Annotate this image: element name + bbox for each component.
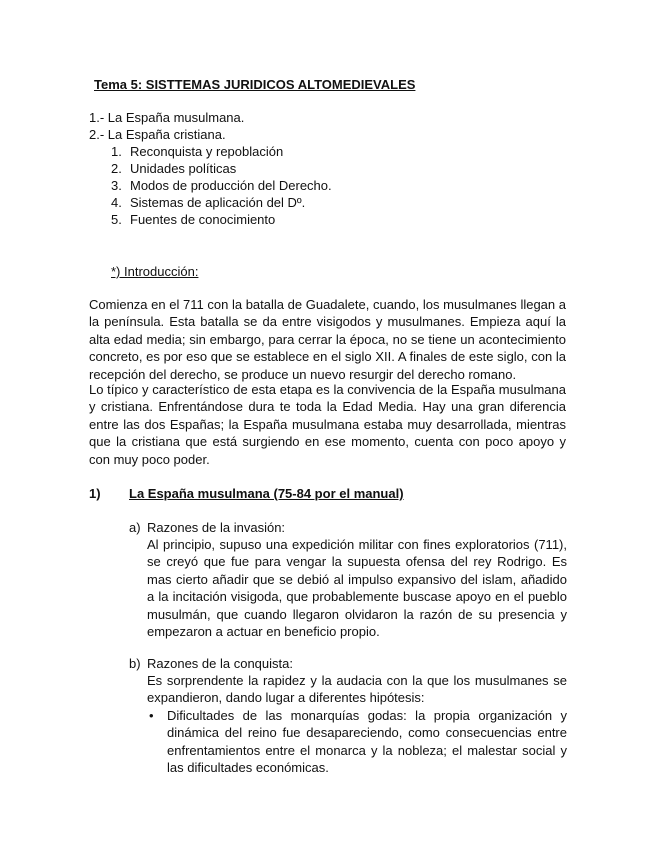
bullet-item-1: Dificultades de las monarquías godas: la propia organización y dinámica del reino fue desapareciendo, como consecuencias entre enfrentamientos entre el monarca y la nobleza; el malestar social y las dificultades económicas. — [167, 708, 567, 776]
subitem-label: Modos de producción del Derecho. — [130, 178, 332, 193]
subsection-b-label: b) — [129, 656, 141, 671]
outline-item-2 — [89, 126, 226, 143]
outline-item-label: La España cristiana. — [107, 127, 226, 142]
outline-item-number: 1.- — [89, 110, 105, 125]
document-title: Tema 5: SISTTEMAS JURIDICOS ALTOMEDIEVALES — [94, 77, 416, 92]
section-heading: La España musulmana (75-84 por el manual) — [129, 486, 404, 501]
outline-subitem-2 — [111, 160, 237, 177]
subitem-number: 3. — [111, 178, 122, 193]
outline-subitem-1 — [111, 143, 284, 160]
subsection-a-heading: Razones de la invasión: — [147, 520, 286, 535]
outline-item-number: 2.- — [89, 127, 105, 142]
subitem-label: Sistemas de aplicación del Dº. — [130, 195, 306, 210]
subsection-a-text: Al principio, supuso una expedición militar con fines exploratorios (711), se creyó que fue para vengar la supuesta ofensa del rey Rodrigo. Es mas cierto añadir que se debió al impulso expansivo del islam, añadido a la incitación visigoda, que probablemente buscase apoyo en el pueblo musulmán, que cuando llegaron olvidaron la razón de su presencia y empezaron a actuar en beneficio propio. — [147, 537, 567, 640]
subsection-b-heading: Razones de la conquista: — [147, 656, 293, 671]
intro-paragraph-1: Comienza en el 711 con la batalla de Guadalete, cuando, los musulmanes llegan a la península. Esta batalla se da entre visigodos y musulmanes. Empieza aquí la alta edad media; sin embargo, para cerrar la época, no se tiene un acontecimiento concreto, es por eso que se establece en el siglo XII. A finales de este siglo, con la recepción del derecho, se produce un nuevo resurgir del derecho romano. — [89, 297, 566, 382]
intro-heading: *) Introducción: — [111, 264, 199, 279]
section-number: 1) — [89, 486, 101, 501]
bullet-icon: • — [149, 708, 154, 723]
subitem-number: 1. — [111, 144, 122, 159]
outline-item-1 — [89, 109, 244, 126]
outline-subitem-4 — [111, 194, 306, 211]
subitem-label: Fuentes de conocimiento — [130, 212, 276, 227]
outline-subitem-3 — [111, 177, 332, 194]
outline-subitem-5 — [111, 211, 276, 228]
outline-item-label: La España musulmana. — [107, 110, 245, 125]
subitem-number: 4. — [111, 195, 122, 210]
subitem-label: Reconquista y repoblación — [130, 144, 284, 159]
subitem-number: 2. — [111, 161, 122, 176]
subitem-label: Unidades políticas — [130, 161, 237, 176]
subitem-number: 5. — [111, 212, 122, 227]
subsection-b-text: Es sorprendente la rapidez y la audacia con la que los musulmanes se expandieron, dando lugar a diferentes hipótesis: — [147, 673, 567, 706]
intro-paragraph-2: Lo típico y característico de esta etapa es la convivencia de la España musulmana y cristiana. Enfrentándose dura te toda la Edad Media. Hay una gran diferencia entre las dos Españas; la España musulmana estaba muy desarrollada, mientras que la cristiana que está surgiendo en ese momento, cuenta con poco apoyo y con muy poco poder. — [89, 382, 566, 467]
subsection-a-label: a) — [129, 520, 141, 535]
